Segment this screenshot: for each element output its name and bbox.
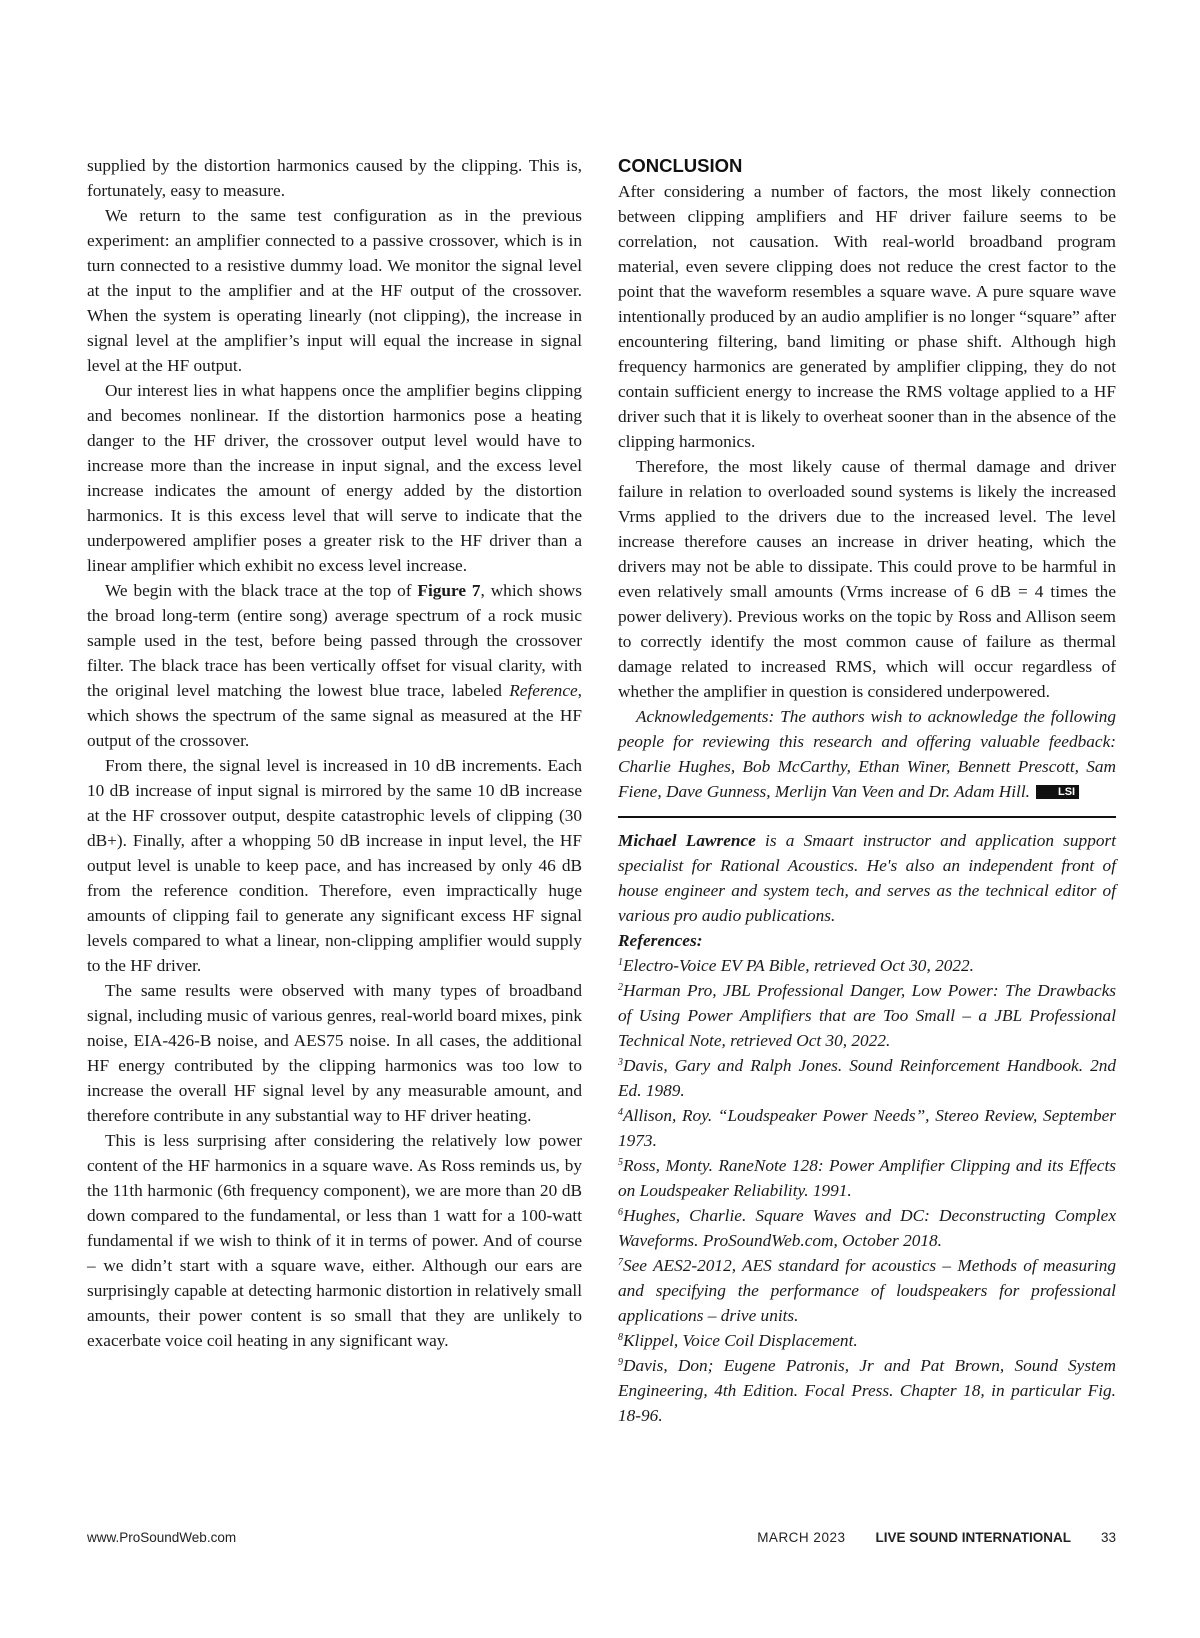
left-paragraph-2: We return to the same test configuration as in the previous experiment: an amplifier connected to a passive crossover, which is in turn connected to a resistive dummy load. We monitor the signal level at the input to the amplifier and at the HF output of the crossover. When the system is operating linearly (not clipping), the increase in signal level at the amplifier’s input will equal the increase in signal level at the HF output. <box>87 206 582 375</box>
reference-item <box>618 1203 1116 1253</box>
left-paragraph-4-part-a: We begin with the black trace at the top of <box>105 581 418 600</box>
left-column <box>87 153 582 1353</box>
reference-text: Ross, Monty. RaneNote 128: Power Amplifier Clipping and its Effects on Loudspeaker Reliability. 1991. <box>618 1156 1116 1200</box>
footer-right <box>757 1528 1116 1548</box>
reference-text: Allison, Roy. “Loudspeaker Power Needs”, Stereo Review, September 1973. <box>618 1106 1116 1150</box>
left-paragraph-3: Our interest lies in what happens once the amplifier begins clipping and becomes nonlinear. If the distortion harmonics pose a heating danger to the HF driver, the crossover output level would have to increase more than the increase in input signal, and the excess level increase indicates the amount of energy added by the distortion harmonics. It is this excess level that will serve to indicate that the underpowered amplifier poses a greater risk to the HF driver than a linear amplifier which exhibit no excess level increase. <box>87 381 582 575</box>
reference-item <box>618 978 1116 1053</box>
acknowledgements <box>618 704 1116 804</box>
figure-7-reference: Figure 7 <box>417 581 481 600</box>
reference-text: Electro-Voice EV PA Bible, retrieved Oct 30, 2022. <box>623 956 974 975</box>
reference-number: 9 <box>618 1357 623 1368</box>
left-paragraph-6: The same results were observed with many types of broadband signal, including music of various genres, real-world board mixes, pink noise, EIA-426-B noise, and AES75 noise. In all cases, the additional HF energy contributed by the clipping harmonics was too low to increase the overall HF signal level by any measurable amount, and therefore contribute in any substantial way to HF driver heating. <box>87 981 582 1125</box>
reference-text: Harman Pro, JBL Professional Danger, Low Power: The Drawbacks of Using Power Amplifiers that are Too Small – a JBL Professional Technical Note, retrieved Oct 30, 2022. <box>618 981 1116 1050</box>
reference-text: Davis, Don; Eugene Patronis, Jr and Pat Brown, Sound System Engineering, 4th Edition. Focal Press. Chapter 18, in particular Fig. 18-96. <box>618 1356 1116 1425</box>
reference-item <box>618 1103 1116 1153</box>
reference-number: 4 <box>618 1107 623 1118</box>
section-divider <box>618 816 1116 818</box>
conclusion-paragraph-2: Therefore, the most likely cause of thermal damage and driver failure in relation to overloaded sound systems is likely the increased Vrms applied to the drivers due to the increased level. The level increase therefore causes an increase in driver heating, which the drivers may not be able to dissipate. This could prove to be harmful in even relatively small amounts (Vrms increase of 6 dB = 4 times the power delivery). Previous works on the topic by Ross and Allison seem to correctly identify the most common cause of failure as thermal damage related to increased RMS, which will occur regardless of whether the amplifier in question is considered underpowered. <box>618 457 1116 701</box>
reference-number: 8 <box>618 1332 623 1343</box>
reference-item <box>618 1328 1116 1353</box>
left-paragraph-1: supplied by the distortion harmonics caused by the clipping. This is, fortunately, easy to measure. <box>87 156 582 200</box>
left-paragraph-4-part-c: , which shows the spectrum of the same signal as measured at the HF output of the crossover. <box>87 681 582 750</box>
reference-number: 1 <box>618 957 623 968</box>
left-paragraph-4-part-b: , which shows the broad long-term (entire song) average spectrum of a rock music sample used in the test, before being passed through the crossover filter. The black trace has been vertically offset for visual clarity, with the original level matching the lowest blue trace, labeled <box>87 581 582 700</box>
reference-item <box>618 953 1116 978</box>
lsi-end-badge: LSI <box>1036 785 1079 799</box>
reference-item <box>618 1353 1116 1428</box>
author-bio-text: is a Smaart instructor and application support specialist for Rational Acoustics. He's also an independent front of house engineer and system tech, and serves as the technical editor of various pro audio publications. <box>618 831 1117 925</box>
footer-date: MARCH 2023 <box>757 1530 846 1545</box>
reference-number: 2 <box>618 982 623 993</box>
reference-item <box>618 1153 1116 1203</box>
reference-text: See AES2-2012, AES standard for acoustics – Methods of measuring and specifying the performance of loudspeakers for professional applications – drive units. <box>618 1256 1116 1325</box>
reference-number: 5 <box>618 1157 623 1168</box>
acknowledgements-text: Acknowledgements: The authors wish to acknowledge the following people for reviewing this research and offering valuable feedback: Charlie Hughes, Bob McCarthy, Ethan Winer, Bennett Prescott, Sam Fiene, Dave Gunness, Merlijn Van Veen and Dr. Adam Hill. <box>618 707 1116 801</box>
left-paragraph-5: From there, the signal level is increased in 10 dB increments. Each 10 dB increase of input signal is mirrored by the same 10 dB increase at the HF crossover output, despite catastrophic levels of clipping (30 dB+). Finally, after a whopping 50 dB increase in input level, the HF output level is unable to keep pace, and has increased by only 46 dB from the reference condition. Therefore, even impractically huge amounts of clipping fail to generate any significant excess HF signal levels compared to what a linear, non-clipping amplifier would supply to the HF driver. <box>87 756 582 975</box>
left-paragraph-4 <box>87 578 582 753</box>
reference-item <box>618 1253 1116 1328</box>
author-name: Michael Lawrence <box>618 831 756 850</box>
reference-text: Klippel, Voice Coil Displacement. <box>623 1331 858 1350</box>
footer-website: www.ProSoundWeb.com <box>87 1530 237 1545</box>
conclusion-paragraph-1: After considering a number of factors, the most likely connection between clipping amplifiers and HF driver failure seems to be correlation, not causation. With real-world broadband program material, even severe clipping does not reduce the crest factor to the point that the waveform resembles a square wave. A pure square wave intentionally produced by an audio amplifier is no longer “square” after encountering filtering, band limiting or phase shift. Although high frequency harmonics are generated by amplifier clipping, they do not contain sufficient energy to increase the RMS voltage applied to a HF driver such that it is likely to overheat sooner than in the absence of the clipping harmonics. <box>618 182 1116 451</box>
author-bio <box>618 828 1116 928</box>
references-list <box>618 953 1116 1428</box>
reference-item <box>618 1053 1116 1103</box>
reference-number: 6 <box>618 1207 623 1218</box>
conclusion-heading: CONCLUSION <box>618 155 743 176</box>
reference-number: 3 <box>618 1057 623 1068</box>
left-paragraph-7: This is less surprising after considering the relatively low power content of the HF harmonics in a square wave. As Ross reminds us, by the 11th harmonic (6th frequency component), we are more than 20 dB down compared to the fundamental, or less than 1 watt for a 100-watt fundamental if we wish to think of it in terms of power. And of course – we didn’t start with a square wave, either. Although our ears are surprisingly capable at detecting harmonic distortion in relatively small amounts, their power content is so small that they are unlikely to exacerbate voice coil heating in any significant way. <box>87 1131 582 1350</box>
right-column <box>618 153 1116 1428</box>
reference-number: 7 <box>618 1257 623 1268</box>
reference-text: Davis, Gary and Ralph Jones. Sound Reinforcement Handbook. 2nd Ed. 1989. <box>618 1056 1116 1100</box>
references-heading: References: <box>618 931 703 950</box>
footer-magazine-name: LIVE SOUND INTERNATIONAL <box>875 1530 1071 1545</box>
footer-page-number: 33 <box>1100 1530 1116 1545</box>
reference-text: Hughes, Charlie. Square Waves and DC: Deconstructing Complex Waveforms. ProSoundWeb.com, October 2018. <box>618 1206 1116 1250</box>
reference-label: Reference <box>509 681 578 700</box>
